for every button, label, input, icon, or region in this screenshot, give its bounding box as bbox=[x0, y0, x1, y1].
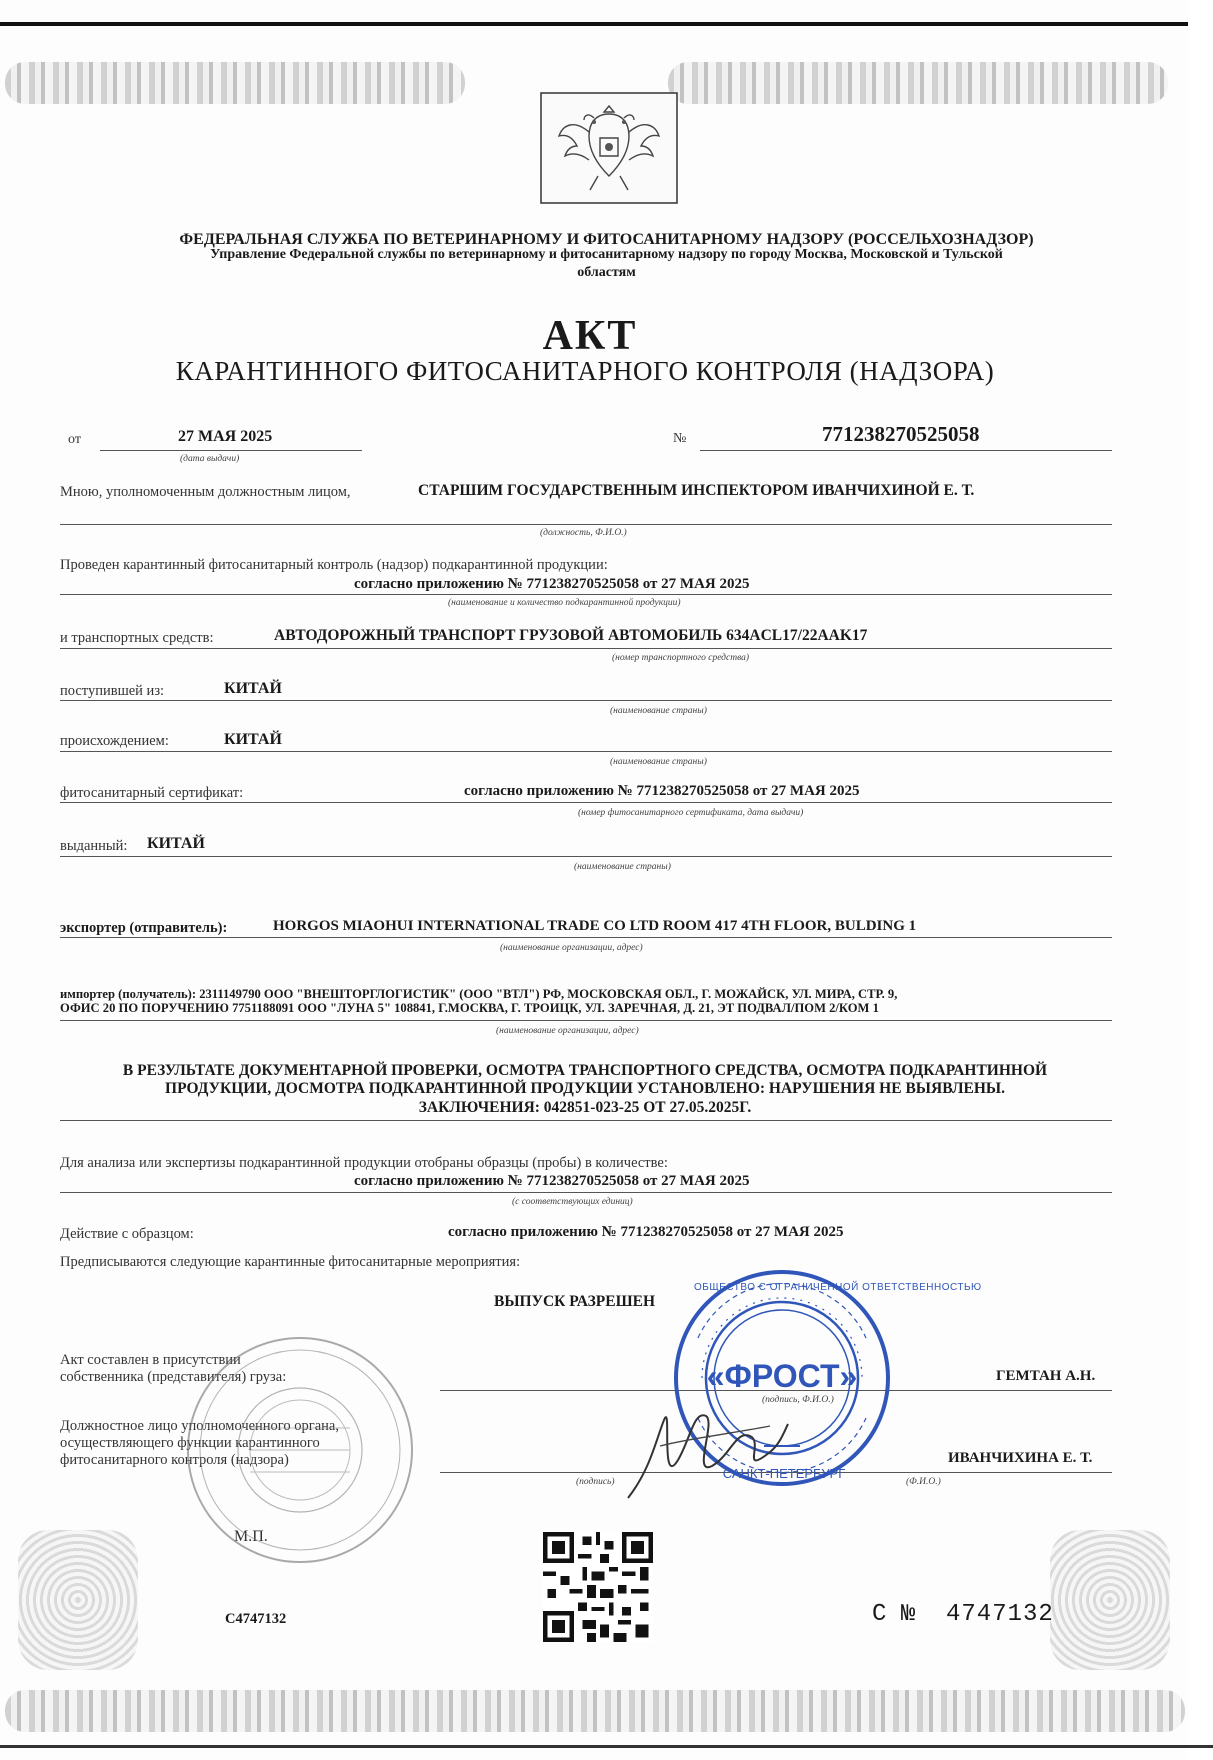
issued-value: КИТАЙ bbox=[147, 835, 205, 852]
samples-value: согласно приложению № 771238270525058 от 27 МАЯ 2025 bbox=[354, 1173, 750, 1189]
stamp-ring-text: ОБЩЕСТВО С ОГРАНИЧЕННОЙ ОТВЕТСТВЕННОСТЬЮ bbox=[694, 1282, 982, 1293]
origin-value: КИТАЙ bbox=[224, 731, 282, 748]
form-code: С4747132 bbox=[225, 1611, 287, 1627]
act-date: 27 МАЯ 2025 bbox=[178, 428, 273, 445]
control-label: Проведен карантинный фитосанитарный контроль (надзор) подкарантинной продукции: bbox=[60, 557, 608, 573]
official-name: ИВАНЧИХИНА Е. Т. bbox=[948, 1450, 1093, 1466]
owner-name: ГЕМТАН А.Н. bbox=[996, 1368, 1096, 1384]
importer-underline bbox=[60, 1020, 1112, 1021]
department-name: Управление Федеральной службы по ветеринарному и фитосанитарному надзору по городу Москва, Московской и Тульской bbox=[210, 247, 1003, 262]
origin-label: происхождением: bbox=[60, 733, 169, 749]
owner-hint: (подпись, Ф.И.О.) bbox=[762, 1395, 834, 1405]
issued-label: выданный: bbox=[60, 838, 128, 854]
date-hint: (дата выдачи) bbox=[180, 454, 240, 464]
sign-hint: (подпись) bbox=[576, 1477, 615, 1487]
owner-label-2: собственника (представителя) груза: bbox=[60, 1369, 287, 1385]
act-number: 771238270525058 bbox=[822, 422, 980, 446]
coat-of-arms-icon bbox=[540, 92, 678, 204]
inspector-value: СТАРШИМ ГОСУДАРСТВЕННЫМ ИНСПЕКТОРОМ ИВАНЧИХИНОЙ Е. Т. bbox=[418, 482, 975, 499]
transport-underline bbox=[60, 648, 1112, 649]
certificate-label: фитосанитарный сертификат: bbox=[60, 785, 244, 801]
result-underline bbox=[60, 1120, 1112, 1121]
exporter-label: экспортер (отправитель): bbox=[60, 920, 228, 936]
ornament-corner-left bbox=[18, 1530, 138, 1670]
origin-underline bbox=[60, 751, 1112, 752]
samples-hint: (с соответствующих единиц) bbox=[512, 1197, 633, 1207]
samples-label: Для анализа или экспертизы подкарантинной продукции отобраны образцы (пробы) в количестве: bbox=[60, 1155, 668, 1171]
ornament-border-top-right bbox=[668, 62, 1168, 104]
importer-line-1: импортер (получатель): 2311149790 ООО "ВНЕШТОРГЛОГИСТИК" (ООО "ВТЛ") РФ, МОСКОВСКАЯ ОБЛ., Г. МОЖАЙСК, УЛ. МИРА, СТР. 9, bbox=[60, 987, 898, 1001]
issued-underline bbox=[60, 856, 1112, 857]
from-country-label: поступившей из: bbox=[60, 683, 165, 699]
exporter-value: HORGOS MIAOHUI INTERNATIONAL TRADE CO LTD ROOM 417 4TH FLOOR, BULDING 1 bbox=[273, 918, 917, 934]
serial-prefix: С № bbox=[872, 1601, 916, 1628]
agency-name: ФЕДЕРАЛЬНАЯ СЛУЖБА ПО ВЕТЕРИНАРНОМУ И ФИТОСАНИТАРНОМУ НАДЗОРУ (РОССЕЛЬХОЗНАДЗОР) bbox=[179, 231, 1034, 248]
official-label-2: осуществляющего функции карантинного bbox=[60, 1435, 320, 1451]
samples-underline bbox=[60, 1192, 1112, 1193]
exporter-hint: (наименование организации, адрес) bbox=[500, 943, 643, 953]
measures-label: Предписываются следующие карантинные фитосанитарные мероприятия: bbox=[60, 1254, 521, 1270]
document-title: АКТ bbox=[542, 313, 638, 359]
from-country-value: КИТАЙ bbox=[224, 680, 282, 697]
inspector-label: Мною, уполномоченным должностным лицом, bbox=[60, 484, 351, 500]
ornament-border-top-left bbox=[5, 62, 465, 104]
transport-label: и транспортных средств: bbox=[60, 630, 214, 646]
from-country-hint: (наименование страны) bbox=[610, 706, 707, 716]
stamp-company-name: «ФРОСТ» bbox=[706, 1358, 858, 1394]
department-name-cont: областям bbox=[577, 265, 636, 280]
fio-hint: (Ф.И.О.) bbox=[906, 1477, 941, 1487]
importer-line-2: ОФИС 20 ПО ПОРУЧЕНИЮ 7751188091 ООО "ЛУНА 5" 108841, Г.МОСКВА, Г. ТРОИЦК, УЛ. ЗАРЕЧНАЯ, Д. 21, ЭТ ПОДВАЛ/ПОМ 2/КОМ 1 bbox=[60, 1001, 879, 1015]
ornament-border-bottom bbox=[5, 1690, 1185, 1732]
qr-code-icon bbox=[543, 1532, 653, 1642]
number-underline bbox=[700, 450, 1112, 451]
control-value: согласно приложению № 771238270525058 от 27 МАЯ 2025 bbox=[354, 576, 750, 592]
control-underline bbox=[60, 594, 1112, 595]
certificate-value: согласно приложению № 771238270525058 от 27 МАЯ 2025 bbox=[464, 783, 860, 799]
sample-action-value: согласно приложению № 771238270525058 от 27 МАЯ 2025 bbox=[448, 1224, 844, 1240]
date-underline bbox=[100, 450, 362, 451]
certificate-hint: (номер фитосанитарного сертификата, дата выдачи) bbox=[578, 808, 804, 818]
handwritten-signature-icon bbox=[620, 1380, 790, 1510]
exporter-underline bbox=[60, 937, 1112, 938]
control-hint: (наименование и количество подкарантинной продукции) bbox=[448, 598, 681, 608]
result-line-2: ПРОДУКЦИИ, ДОСМОТРА ПОДКАРАНТИННОЙ ПРОДУКЦИИ УСТАНОВЛЕНО: НАРУШЕНИЯ НЕ ВЫЯВЛЕНЫ. bbox=[165, 1080, 1005, 1097]
seal-place-label: М.П. bbox=[234, 1528, 268, 1545]
result-conclusion: ЗАКЛЮЧЕНИЯ: 042851-023-25 ОТ 27.05.2025Г. bbox=[418, 1099, 752, 1116]
bottom-border-line bbox=[0, 1745, 1213, 1748]
issued-hint: (наименование страны) bbox=[574, 862, 671, 872]
number-label: № bbox=[673, 431, 687, 446]
stamp-city: САНКТ-ПЕТЕРБУРГ bbox=[722, 1466, 846, 1481]
result-line-1: В РЕЗУЛЬТАТЕ ДОКУМЕНТАРНОЙ ПРОВЕРКИ, ОСМОТРА ТРАНСПОРТНОГО СРЕДСТВА, ОСМОТРА ПОДКАРАНТИННОЙ bbox=[122, 1062, 1048, 1079]
from-country-underline bbox=[60, 700, 1112, 701]
measures-value: ВЫПУСК РАЗРЕШЕН bbox=[494, 1293, 655, 1310]
top-border-line bbox=[0, 22, 1190, 26]
official-label-3: фитосанитарного контроля (надзора) bbox=[60, 1452, 289, 1468]
official-label-1: Должностное лицо уполномоченного органа, bbox=[60, 1418, 339, 1434]
date-prefix: от bbox=[68, 432, 81, 447]
official-seal-icon bbox=[180, 1330, 420, 1570]
inspector-underline bbox=[60, 524, 1112, 525]
origin-hint: (наименование страны) bbox=[610, 757, 707, 767]
page-edge bbox=[1188, 0, 1213, 1760]
importer-hint: (наименование организации, адрес) bbox=[496, 1026, 639, 1036]
owner-label-1: Акт составлен в присутствии bbox=[60, 1352, 241, 1368]
certificate-underline bbox=[60, 802, 1112, 803]
ornament-corner-right bbox=[1050, 1530, 1170, 1670]
document-subtitle: КАРАНТИННОГО ФИТОСАНИТАРНОГО КОНТРОЛЯ (НАДЗОРА) bbox=[175, 356, 995, 386]
inspector-hint: (должность, Ф.И.О.) bbox=[540, 528, 627, 538]
transport-hint: (номер транспортного средства) bbox=[612, 653, 750, 663]
sample-action-label: Действие с образцом: bbox=[60, 1226, 194, 1242]
serial-number: 4747132 bbox=[946, 1601, 1054, 1628]
transport-value: АВТОДОРОЖНЫЙ ТРАНСПОРТ ГРУЗОВОЙ АВТОМОБИЛЬ 634ACL17/22AAK17 bbox=[274, 627, 868, 644]
